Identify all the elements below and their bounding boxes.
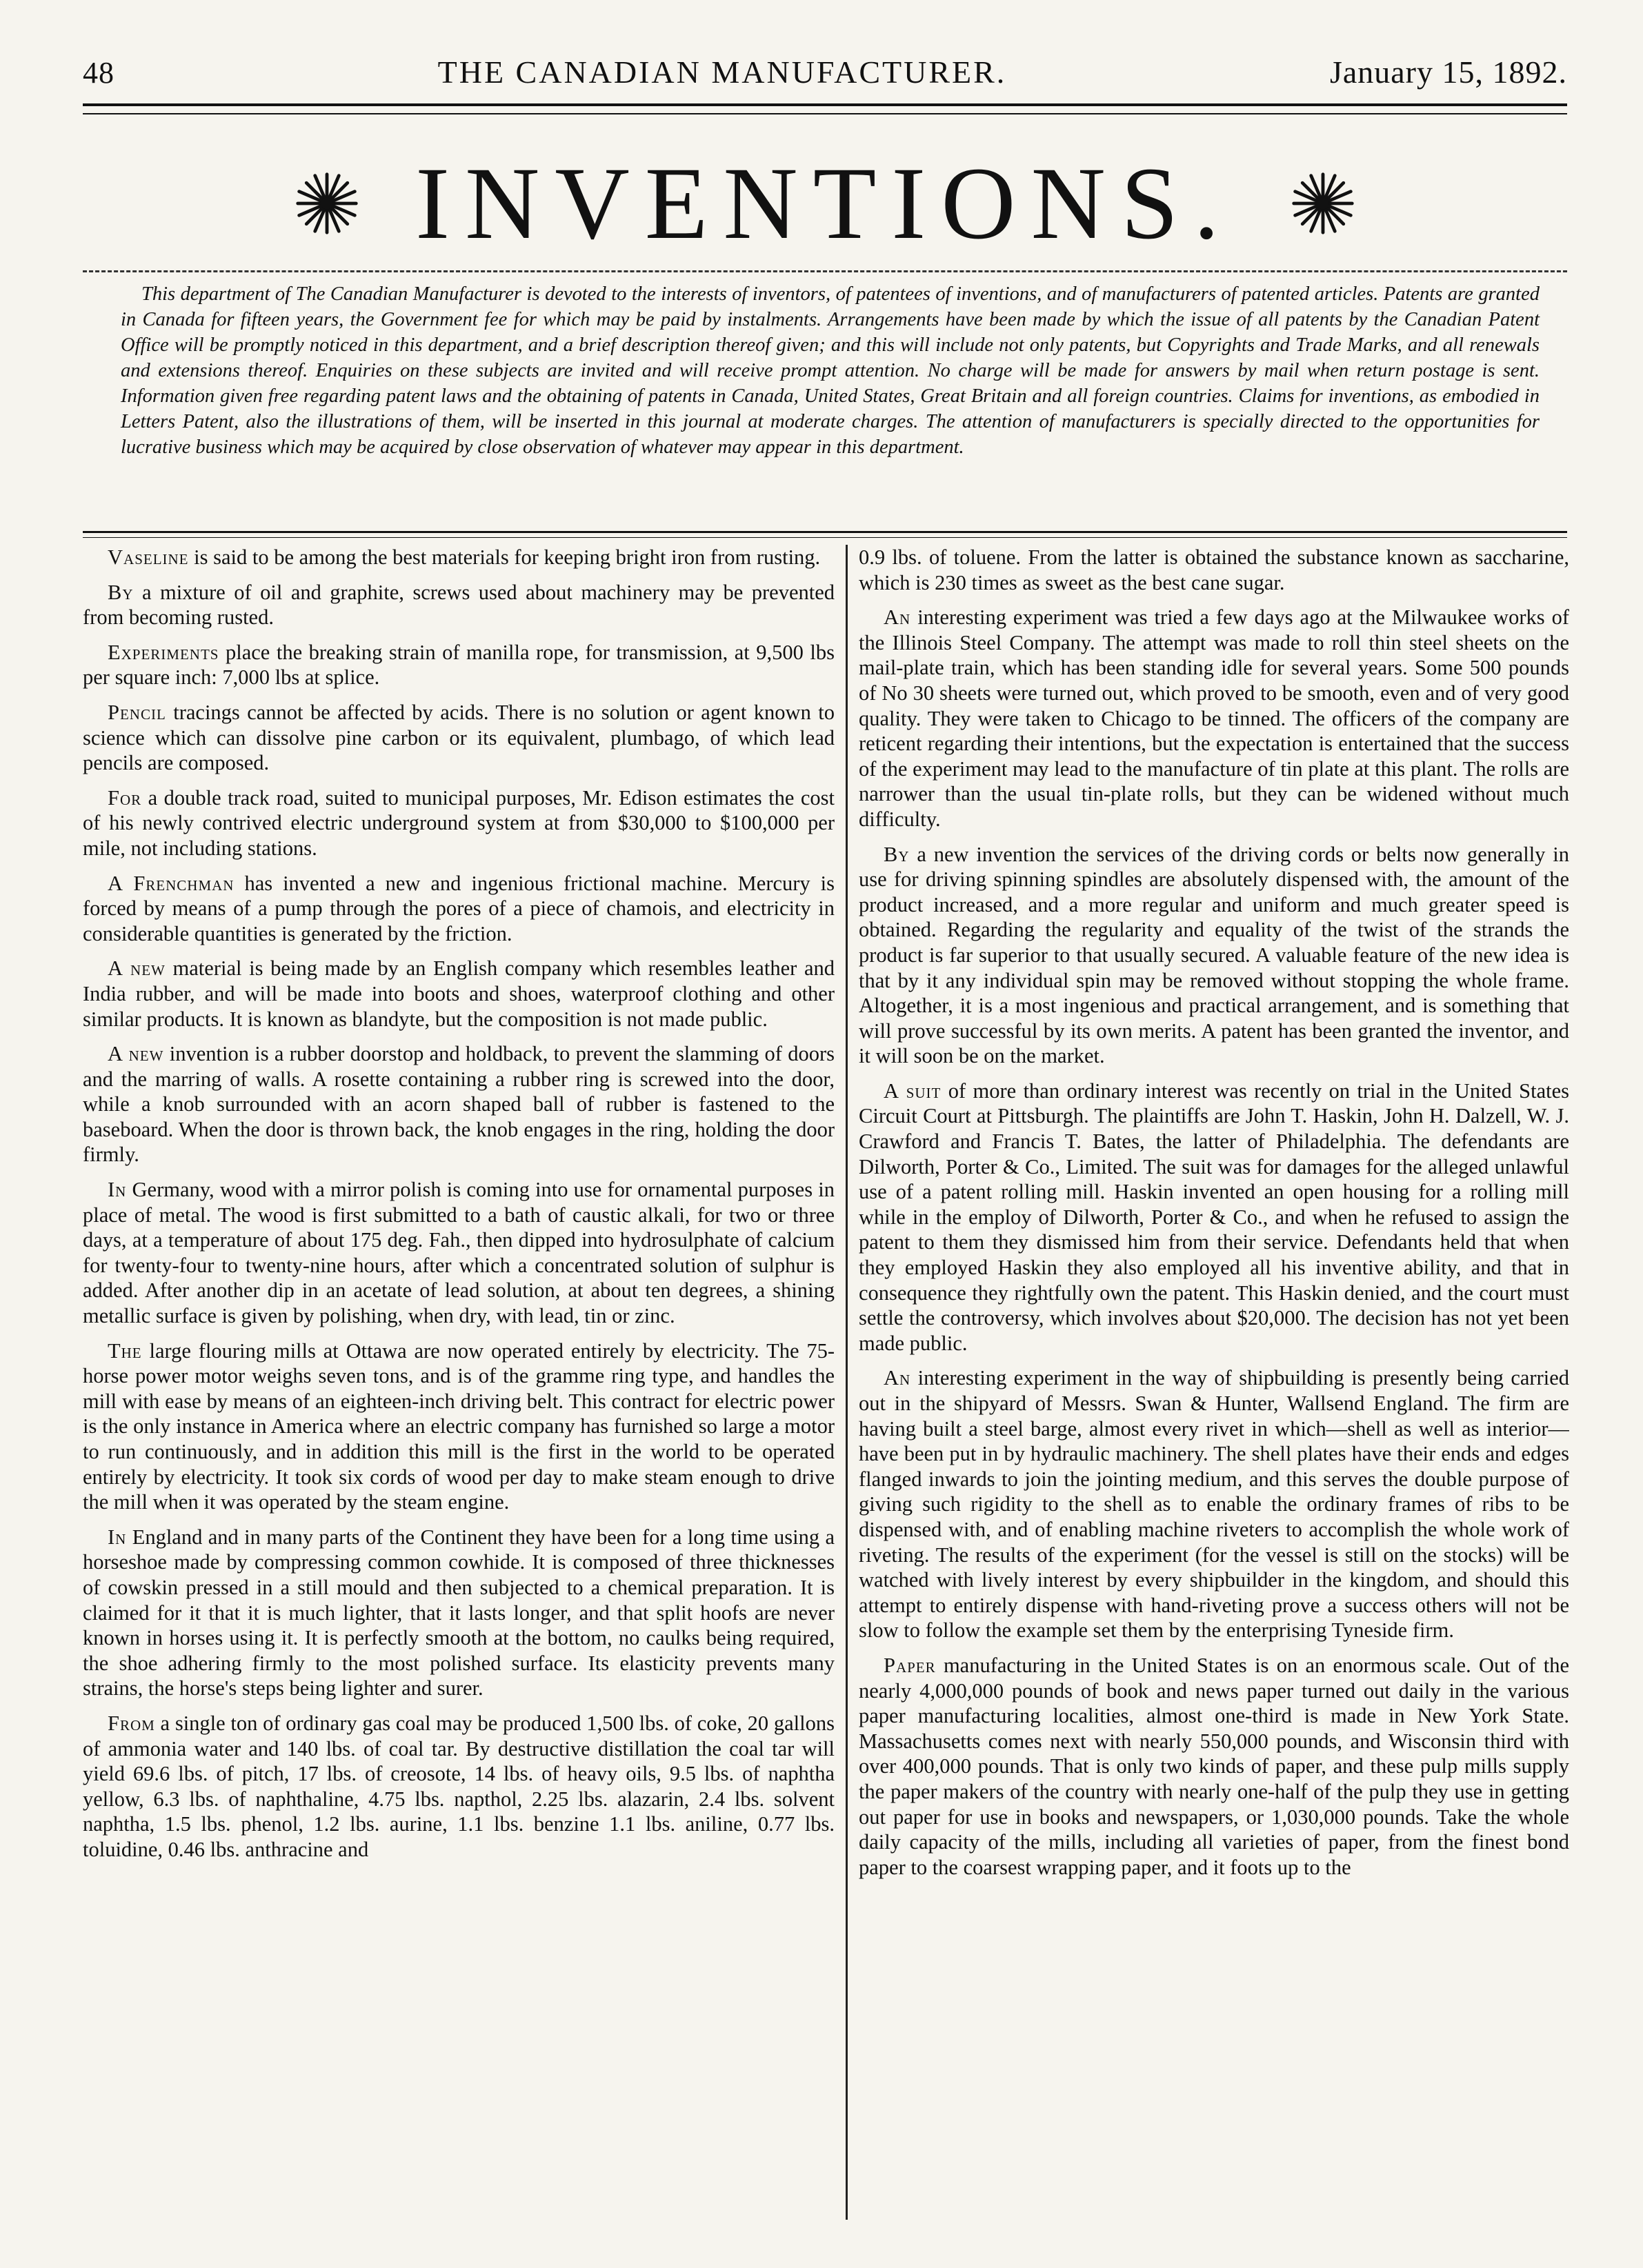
paragraph-text: interesting experiment in the way of shipbuilding is presently being carried out in the shipyard of Messrs. Swan & Hunter, Wallsend England. The firm are having built a steel barge, almost every rivet in which—shell as well as interior—have been put in by hydraulic machinery. The shell plates have their ends and edges flanged inwards to join the jointing medium, and this serves the double purpose of giving such rigidity to the shell as to enable the ordinary frames of ribs to be dispensed with, and of enabling machine riveters to accomplish the whole work of riveting. The results of the experiment (for the vessel is still on the stocks) will be watched with lively interest by every shipbuilder in the kingdom, and should this attempt to entirely dispense with hand-riveting prove a success others will not be slow to follow the example set them by the enterprising Tyneside firm.	[859, 1366, 1569, 1643]
paragraph-text: place the breaking strain of manilla rope, for transmission, at 9,500 lbs per square inch: 7,000 lbs at splice.	[83, 640, 835, 690]
article-paragraph	[83, 785, 835, 861]
department-notice: This department of The Canadian Manufacturer is devoted to the interests of inventors, of patentees of inventions, and of manufacturers of patented articles. Patents are granted in Canada for fifteen years, the Government fee for which may be paid by instalments. Arrangements have been made by which the issue of all patents by the Canadian Patent Office will be promptly noticed in this department, and a brief description thereof given; and this will include not only patents, but Copyrights and Trade Marks, and all renewals and extensions thereof. Enquiries on these subjects are invited and will receive prompt attention. No charge will be made for answers by mail when return postage is sent. Information given free regarding patent laws and the obtaining of patents in Canada, United States, Great Britain and all foreign countries. Claims for inventions, as embodied in Letters Patent, also the illustrations of them, will be inserted in this journal at moderate charges. The attention of manufacturers is specially directed to the opportunities for lucrative business which may be acquired by close observation of whatever may appear in this department.	[121, 283, 1540, 458]
paragraph-lead-word: Vaseline	[108, 545, 189, 569]
article-paragraph	[859, 605, 1569, 832]
paragraph-lead-word: A Frenchman	[108, 871, 235, 895]
intro-rule	[83, 531, 1567, 538]
paragraph-text: of more than ordinary interest was recently on trial in the United States Circuit Court at Pittsburgh. The plaintiffs are John T. Haskin, John H. Dalzell, W. J. Crawford and Francis T. Bates, the latter of Philadelphia. The defendants are Dilworth, Porter & Co., Limited. The suit was for damages for the alleged unlawful use of a patent rolling mill. Haskin invented an open housing for a rolling mill while in the employ of Dilworth, Porter & Co., and when he refused to assign the patent to them they dismissed him from their service. Defendants held that when they employed Haskin they also employed all his inventive ability, and that in consequence they rightfully own the patent. This Haskin denied, and the court must settle the controversy, which involves about $20,000. The decision has not yet been made public.	[859, 1078, 1569, 1355]
paragraph-lead-word: The	[108, 1338, 142, 1363]
paragraph-lead-word: Experiments	[108, 640, 219, 664]
article-paragraph	[859, 1653, 1569, 1880]
issue-date: January 15, 1892.	[1329, 54, 1567, 90]
paragraph-lead-word: In	[108, 1178, 127, 1202]
article-paragraph	[859, 545, 1569, 595]
paragraph-lead-word: By	[108, 580, 134, 604]
paragraph-text: manufacturing in the United States is on an enormous scale. Out of the nearly 4,000,000 pounds of book and news paper turned out daily in the various paper manufacturing localities, almost one-third is made in New York State. Massachusetts comes next with nearly 550,000 pounds, and Wisconsin third with over 400,000 pounds. That is only two kinds of paper, and these pulp mills supply the paper makers of the country with nearly one-half of the pulp they use in getting out paper for use in books and newspapers, or 1,030,000 pounds. Take the whole daily capacity of the mills, including all varieties of paper, from the finest bond paper to the coarsest wrapping paper, and it foots up to the	[859, 1653, 1569, 1879]
section-title: INVENTIONS.	[415, 146, 1235, 261]
paragraph-text: large flouring mills at Ottawa are now operated entirely by electricity. The 75-horse power motor weighs seven tons, and is of the gramme ring type, and handles the mill with ease by means of an eighteen-inch driving belt. This contract for electric power is the only instance in America where an electric company has furnished so large a motor to run continuously, and in addition this mill is the first in the world to be operated entirely by electricity. It took six cords of wood per day to make steam enough to drive the mill when it was operated by the steam engine.	[83, 1338, 835, 1514]
article-paragraph	[83, 1711, 835, 1863]
paragraph-lead-word: Pencil	[108, 700, 166, 724]
journal-title: THE CANADIAN MANUFACTURER.	[437, 54, 1007, 90]
paragraph-lead-word: For	[108, 785, 142, 810]
paragraph-text: material is being made by an English company which resembles leather and India rubber, and will be made into boots and shoes, waterproof clothing and other similar products. It is known as blandyte, but the composition is not made public.	[83, 956, 835, 1031]
paragraph-text: a new invention the services of the driving cords or belts now generally in use for driving spinning spindles are absolutely dispensed with, the amount of the product increased, and a more regular and uniform and much greater speed is obtained. Regarding the regularity and equality of the twist of the strands the product is far superior to that usually secured. A valuable feature of the new idea is that by it any individual spin may be removed without stopping the whole frame. Altogether, it is a most ingenious and practical arrangement, and is something that will prove successful by its own merits. A patent has been granted the inventor, and it will soon be on the market.	[859, 842, 1569, 1068]
paragraph-text: 0.9 lbs. of toluene. From the latter is obtained the substance known as saccharine, which is 230 times as sweet as the best cane sugar.	[859, 545, 1569, 594]
paragraph-lead-word: Paper	[884, 1653, 936, 1677]
paragraph-text: invention is a rubber doorstop and holdback, to prevent the slamming of doors and the marring of walls. A rosette containing a rubber ring is screwed into the door, while a knob surrounded with an acorn shaped ball of rubber is fastened to the baseboard. When the door is thrown back, the knob engages in the ring, holding the door firmly.	[83, 1042, 835, 1167]
paragraph-text: has invented a new and ingenious frictional machine. Mercury is forced by means of a pump through the pores of a piece of chamois, and electricity in considerable quantities is generated by the friction.	[83, 871, 835, 945]
paragraph-text: Germany, wood with a mirror polish is coming into use for ornamental purposes in place of metal. The wood is first submitted to a bath of caustic alkali, for two or three days, at a temperature of about 175 deg. Fah., then dipped into hydrosulphate of calcium for twenty-four to twenty-nine hours, after which a concentrated solution of sulphur is added. After another dip in an acetate of lead solution, at about ten degrees, a shining metallic surface is given by polishing, when dry, with lead, tin or zinc.	[83, 1178, 835, 1328]
asterisk-ornament-icon	[1290, 170, 1356, 237]
paragraph-lead-word: A new	[108, 1042, 164, 1066]
right-column	[859, 545, 1569, 2227]
article-paragraph	[83, 871, 835, 947]
paragraph-lead-word: An	[884, 1366, 911, 1390]
article-paragraph	[83, 1177, 835, 1329]
paragraph-lead-word: By	[884, 842, 910, 866]
header-rule	[83, 103, 1567, 114]
section-rule	[83, 270, 1567, 272]
running-head	[83, 54, 1567, 90]
section-heading	[83, 148, 1567, 259]
article-paragraph	[859, 842, 1569, 1069]
article-paragraph	[83, 640, 835, 690]
paragraph-lead-word: A suit	[884, 1078, 942, 1103]
paragraph-lead-word: In	[108, 1525, 127, 1549]
article-paragraph	[83, 1041, 835, 1167]
article-paragraph	[859, 1078, 1569, 1356]
article-paragraph	[83, 1338, 835, 1515]
paragraph-text: is said to be among the best materials for keeping bright iron from rusting.	[188, 545, 821, 569]
left-column	[83, 545, 835, 2227]
article-paragraph	[83, 580, 835, 630]
paragraph-text: a single ton of ordinary gas coal may be produced 1,500 lbs. of coke, 20 gallons of ammonia water and 140 lbs. of coal tar. By destructive distillation the coal tar will yield 69.6 lbs. of pitch, 17 lbs. of creosote, 14 lbs. of heavy oils, 9.5 lbs. of naphtha yellow, 6.3 lbs. of naphthaline, 4.75 lbs. napthol, 2.25 lbs. alazarin, 2.4 lbs. solvent naphtha, 1.5 lbs. phenol, 1.2 lbs. aurine, 1.1 lbs. benzine 1.1 lbs. aniline, 0.77 lbs. toluidine, 0.46 lbs. anthracine and	[83, 1711, 835, 1861]
paragraph-text: interesting experiment was tried a few days ago at the Milwaukee works of the Illinois Steel Company. The attempt was made to roll thin steel sheets on the mail-plate train, which has been standing idle for several years. Some 500 pounds of No 30 sheets were turned out, which proved to be smooth, even and of very good quality. They were taken to Chicago to be tinned. The officers of the company are reticent regarding their intentions, but the expectation is entertained that the success of the experiment may lead to the manufacture of tin plate at this plant. The rolls are narrower than the usual tin-plate rolls, but they can be widened without much difficulty.	[859, 605, 1569, 831]
article-paragraph	[859, 1365, 1569, 1643]
article-paragraph	[83, 956, 835, 1032]
asterisk-ornament-icon	[294, 170, 360, 237]
paragraph-lead-word: An	[884, 605, 911, 630]
paragraph-text: tracings cannot be affected by acids. There is no solution or agent known to science which can dissolve pine carbon or its equivalent, plumbago, of which lead pencils are composed.	[83, 700, 835, 775]
paragraph-text: England and in many parts of the Continent they have been for a long time using a horseshoe made by compressing common cowhide. It is composed of three thicknesses of cowskin pressed in a still mould and then subjected to a chemical preparation. It is claimed for it that it is much lighter, that it lasts longer, and that split hoofs are never known in horses using it. It is perfectly smooth at the bottom, no caulks being required, the shoe adhering firmly to the most polished surface. Its elasticity prevents many strains, the horse's steps being lighter and surer.	[83, 1525, 835, 1700]
article-paragraph	[83, 700, 835, 776]
paragraph-text: a mixture of oil and graphite, screws used about machinery may be prevented from becoming rusted.	[83, 580, 835, 630]
page-number: 48	[83, 56, 114, 90]
article-paragraph	[83, 1525, 835, 1701]
article-paragraph	[83, 545, 835, 570]
paragraph-lead-word: A new	[108, 956, 166, 981]
paragraph-lead-word: From	[108, 1711, 155, 1735]
paragraph-text: a double track road, suited to municipal purposes, Mr. Edison estimates the cost of his newly contrived electric underground system at from $30,000 to $100,000 per mile, not including stations.	[83, 785, 835, 860]
column-divider	[846, 545, 848, 2220]
